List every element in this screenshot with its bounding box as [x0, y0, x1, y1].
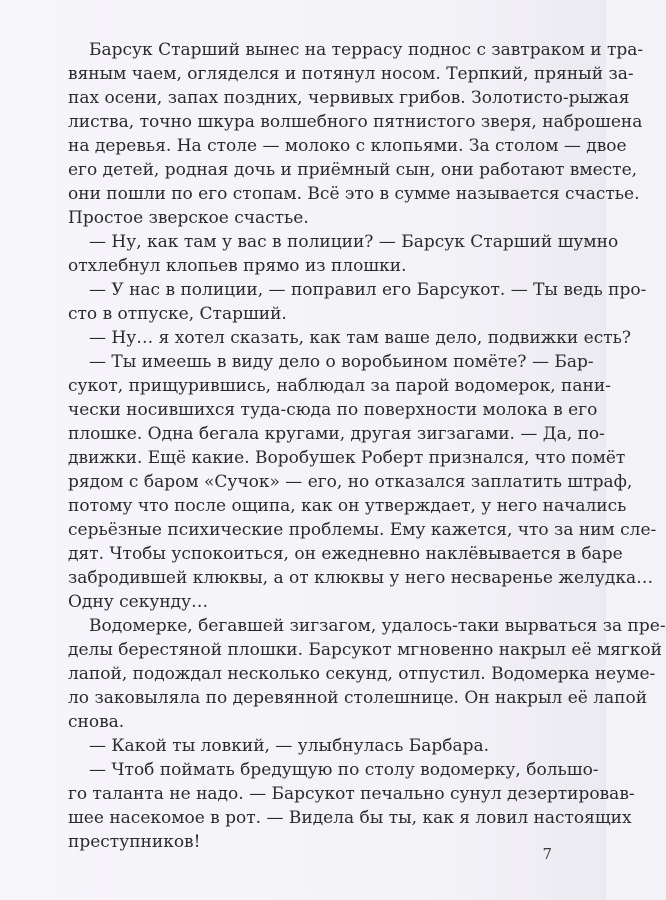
text-line: на деревья. На столе — молоко с клопьями. За столом — двое	[68, 136, 627, 156]
text-line: Барсук Старший вынес на террасу поднос с завтраком и тра-	[89, 40, 644, 60]
page-number: 7	[542, 845, 552, 863]
text-line: делы берестяной плошки. Барсукот мгновенно накрыл её мягкой	[68, 640, 662, 660]
text-line: ло заковыляла по деревянной столешнице. Он накрыл её лапой	[68, 688, 648, 708]
text-line: — Ну… я хотел сказать, как там ваше дело, подвижки есть?	[89, 328, 631, 348]
text-line: — Ну, как там у вас в полиции? — Барсук Старший шумно	[89, 232, 619, 252]
text-line: Одну секунду…	[68, 592, 209, 612]
text-line: его детей, родная дочь и приёмный сын, они работают вместе,	[68, 160, 638, 180]
text-line: листва, точно шкура волшебного пятнистого зверя, наброшена	[68, 112, 643, 132]
text-line: го таланта не надо. — Барсукот печально сунул дезертировав-	[68, 784, 635, 804]
text-line: вяным чаем, огляделся и потянул носом. Терпкий, пряный за-	[68, 64, 634, 84]
text-line: рядом с баром «Сучок» — его, но отказался заплатить штраф,	[68, 472, 633, 492]
text-line: — Чтоб поймать бредущую по столу водомерку, большо-	[89, 760, 599, 780]
text-line: — Ты имеешь в виду дело о воробьином помёте? — Бар-	[89, 352, 594, 372]
text-line: дят. Чтобы успокоиться, он ежедневно наклёвывается в баре	[68, 544, 623, 564]
text-line: — У нас в полиции, — поправил его Барсукот. — Ты ведь про-	[89, 280, 647, 300]
text-line: серьёзные психические проблемы. Ему кажется, что за ним сле-	[68, 520, 657, 540]
text-line: снова.	[68, 712, 125, 732]
text-line: преступников!	[68, 832, 201, 852]
text-line: — Какой ты ловкий, — улыбнулась Барбара.	[89, 736, 490, 756]
text-line: плошке. Одна бегала кругами, другая зигзагами. — Да, по-	[68, 424, 605, 444]
text-line: сукот, прищурившись, наблюдал за парой водомерок, пани-	[68, 376, 611, 396]
text-line: чески носившихся туда-сюда по поверхности молока в его	[68, 400, 598, 420]
text-line: сто в отпуске, Старший.	[68, 304, 287, 324]
text-line: лапой, подождал несколько секунд, отпустил. Водомерка неуме-	[68, 664, 656, 684]
text-line: они пошли по его стопам. Всё это в сумме называется счастье.	[68, 184, 640, 204]
text-line: забродившей клюквы, а от клюквы у него несваренье желудка…	[68, 568, 654, 588]
text-line: потому что после ощипа, как он утверждает, у него начались	[68, 496, 627, 516]
text-line: пах осени, запах поздних, червивых грибов. Золотисто-рыжая	[68, 88, 630, 108]
text-line: движки. Ещё какие. Воробушек Роберт признался, что помёт	[68, 448, 626, 468]
text-line: шее насекомое в рот. — Видела бы ты, как я ловил настоящих	[68, 808, 632, 828]
text-line: Водомерке, бегавшей зигзагом, удалось-таки вырваться за пре-	[89, 616, 666, 636]
text-line: Простое зверское счастье.	[68, 208, 309, 228]
text-line: отхлебнул клопьев прямо из плошки.	[68, 256, 407, 276]
